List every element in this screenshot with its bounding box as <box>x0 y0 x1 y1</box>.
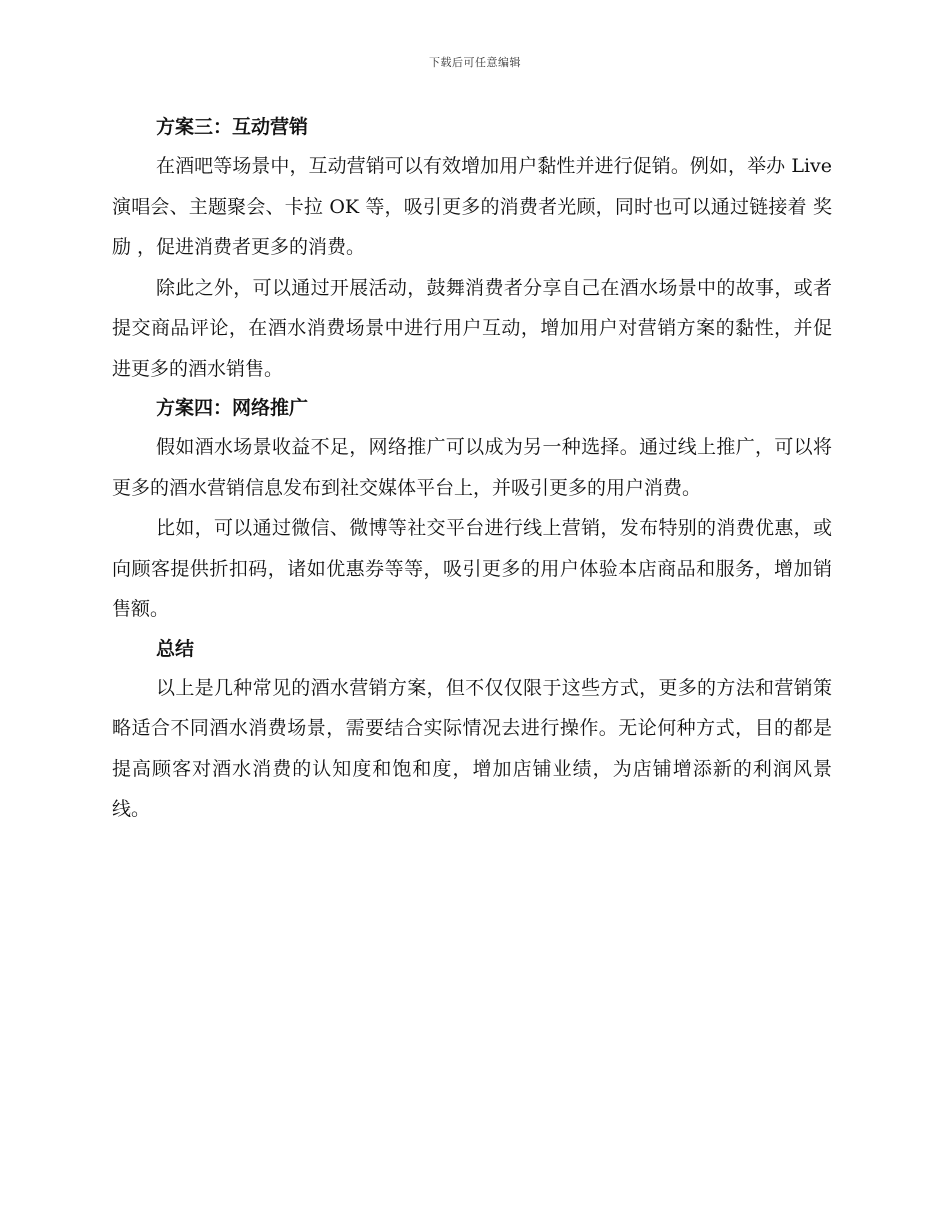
section-heading-summary: 总结 <box>156 637 195 660</box>
document-body <box>112 108 832 830</box>
page-header: 下载后可任意编辑 <box>429 56 521 69</box>
section-heading-plan-three: 方案三：互动营销 <box>156 116 309 138</box>
paragraph: 以上是几种常见的酒水营销方案，但不仅仅限于这些方式，更多的方法和营销策略适合不同酒水消费场景，需要结合实际情况去进行操作。无论何种方式，目的都是提高顾客对酒水消费的认知度和饱和度，增加店铺业绩，为店铺增添新的利润风景线。 <box>112 676 832 820</box>
paragraph: 比如，可以通过微信、微博等社交平台进行线上营销，发布特别的消费优惠，或向顾客提供折扣码，诸如优惠券等等，吸引更多的用户体验本店商品和服务，增加销售额。 <box>112 517 832 620</box>
paragraph: 假如酒水场景收益不足，网络推广可以成为另一种选择。通过线上推广，可以将更多的酒水营销信息发布到社交媒体平台上，并吸引更多的用户消费。 <box>112 436 832 499</box>
paragraph: 除此之外，可以通过开展活动，鼓舞消费者分享自己在酒水场景中的故事，或者提交商品评论，在酒水消费场景中进行用户互动，增加用户对营销方案的黏性，并促进更多的酒水销售。 <box>112 276 832 380</box>
paragraph: 在酒吧等场景中，互动营销可以有效增加用户黏性并进行促销。例如，举办 Live 演唱会、主题聚会、卡拉 OK 等，吸引更多的消费者光顾，同时也可以通过链接着 奖励 ，促进消费者更多的消费。 <box>112 155 832 258</box>
section-heading-plan-four: 方案四：网络推广 <box>156 397 309 419</box>
